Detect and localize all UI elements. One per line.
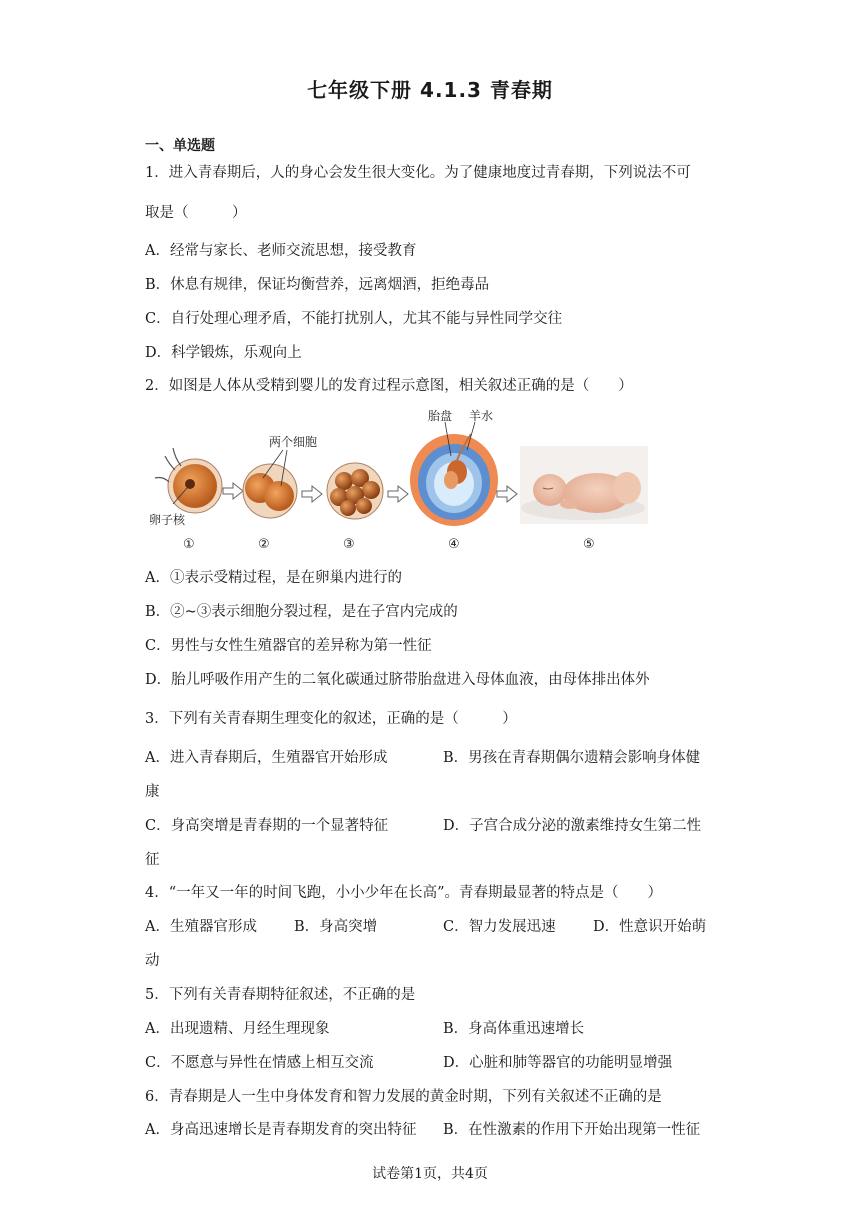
development-diagram [145,408,655,558]
q1-stem-line1: 1．进入青春期后，人的身心会发生很大变化。为了健康地度过青春期，下列说法不可 [145,165,691,181]
q2-option-a: A．①表示受精过程，是在卵巢内进行的 [145,570,402,586]
q6-option-b: B．在性激素的作用下开始出现第一性征 [443,1122,701,1138]
stage2-two-cells [243,450,297,518]
q5-option-d: D．心脏和肺等器官的功能明显增强 [443,1055,673,1071]
q3-option-d-cont: 征 [145,852,160,868]
q1-option-d: D．科学锻炼，乐观向上 [145,345,302,361]
q4-stem: 4．“一年又一年的时间飞跑，小小少年在长高”。青春期最显著的特点是（ ） [145,885,663,901]
q5-option-a: A．出现遗精、月经生理现象 [145,1021,330,1037]
q5-stem: 5．下列有关青春期特征叙述，不正确的是 [145,987,416,1003]
q4-option-d-cont: 动 [145,953,160,969]
page-footer: 试卷第1页，共4页 [372,1166,488,1182]
section-heading: 一、单选题 [145,138,215,154]
q1-option-c: C．自行处理心理矛盾，不能打扰别人，尤其不能与异性同学交往 [145,311,563,327]
q3-option-a: A．进入青春期后，生殖器官开始形成 [145,750,388,766]
label-egg-nucleus: 卵子核 [149,513,186,527]
q3-option-b: B．男孩在青春期偶尔遗精会影响身体健 [443,750,701,766]
q2-option-b: B．②~③表示细胞分裂过程，是在子宫内完成的 [145,604,458,620]
q4-option-a: A．生殖器官形成 [145,919,257,935]
stage5-baby-photo [520,446,648,524]
label-stage-4: ④ [448,537,460,552]
q6-stem: 6．青春期是人一生中身体发育和智力发展的黄金时期，下列有关叙述不正确的是 [145,1089,662,1105]
arrow-icon [302,486,322,502]
q3-option-d: D．子宫合成分泌的激素维持女生第二性 [443,818,702,834]
q2-option-d: D．胎儿呼吸作用产生的二氧化碳通过脐带胎盘进入母体血液，由母体排出体外 [145,672,650,688]
page-title: 七年级下册 4.1.3 青春期 [307,78,553,102]
stage4-embryo-in-uterus [410,422,498,526]
arrow-icon [223,483,243,499]
label-placenta: 胎盘 [428,409,453,423]
q1-option-a: A．经常与家长、老师交流思想，接受教育 [145,243,417,259]
arrow-icon [388,486,408,502]
stage1-fertilized-egg [155,448,222,513]
arrow-icon [497,486,517,502]
q4-option-d: D．性意识开始萌 [593,919,707,935]
label-two-cells: 两个细胞 [269,435,318,449]
q3-stem: 3．下列有关青春期生理变化的叙述，正确的是（ ） [145,711,517,727]
label-stage-3: ③ [343,537,355,552]
label-stage-1: ① [183,537,195,552]
q1-option-b: B．休息有规律，保证均衡营养，远离烟酒，拒绝毒品 [145,277,490,293]
q5-option-b: B．身高体重迅速增长 [443,1021,585,1037]
label-stage-5: ⑤ [583,537,595,552]
label-stage-2: ② [258,537,270,552]
q4-option-c: C．智力发展迅速 [443,919,556,935]
q4-option-b: B．身高突增 [294,919,378,935]
q3-option-b-cont: 康 [145,784,160,800]
label-amniotic-fluid: 羊水 [469,409,494,423]
q1-stem-line2: 取是（ ） [145,205,247,221]
q5-option-c: C．不愿意与异性在情感上相互交流 [145,1055,374,1071]
q2-stem: 2．如图是人体从受精到婴儿的发育过程示意图，相关叙述正确的是（ ） [145,378,633,394]
q2-option-c: C．男性与女性生殖器官的差异称为第一性征 [145,638,432,654]
q6-option-a: A．身高迅速增长是青春期发育的突出特征 [145,1122,417,1138]
stage3-cell-cluster [327,463,383,519]
q3-option-c: C．身高突增是青春期的一个显著特征 [145,818,389,834]
